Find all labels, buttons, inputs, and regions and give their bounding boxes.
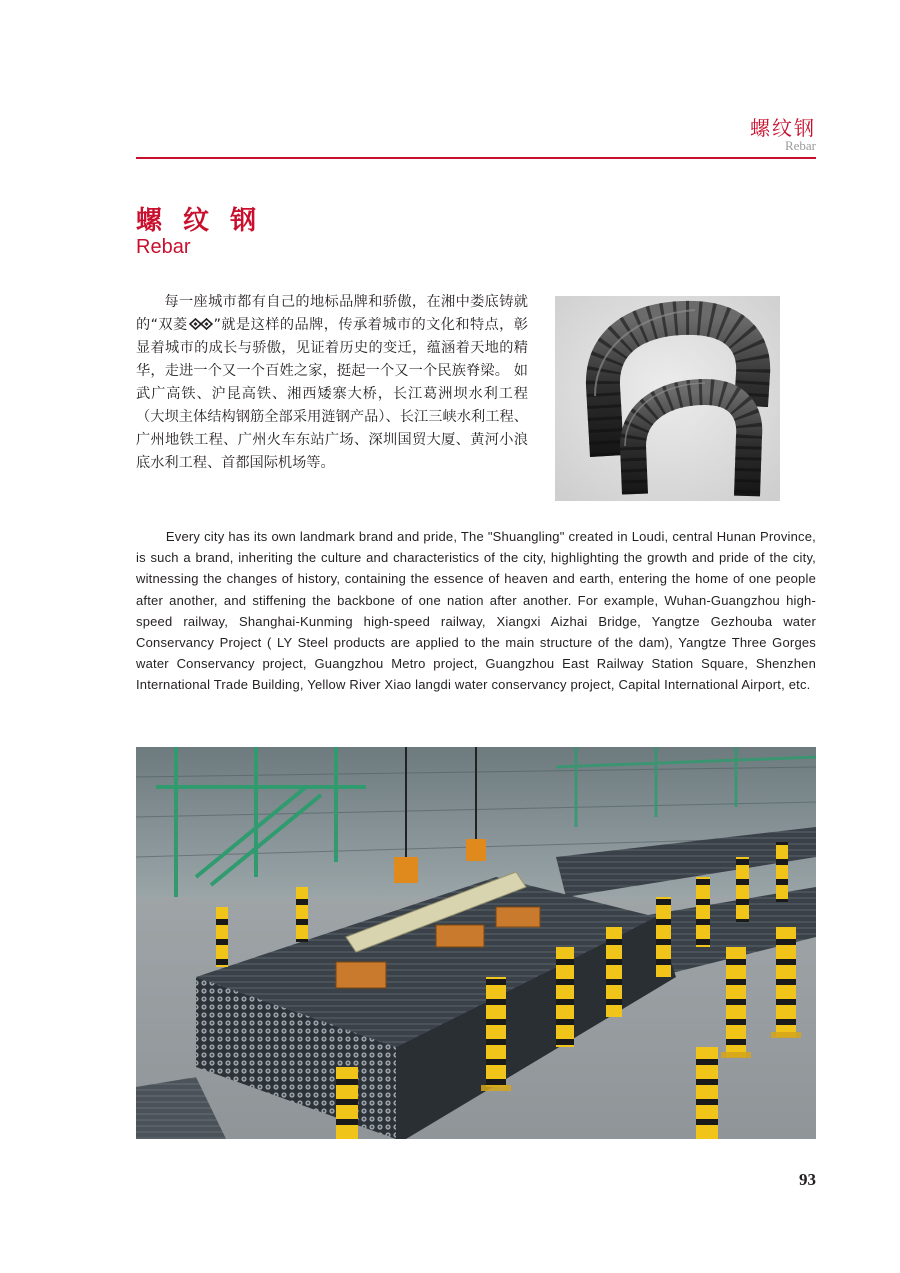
section-title: 螺 纹 钢 [136, 206, 263, 236]
rebar-warehouse-photo [136, 747, 816, 1139]
page-number: 93 [799, 1170, 816, 1189]
chinese-paragraph [136, 291, 528, 475]
section-subtitle: Rebar [136, 236, 191, 258]
chinese-text-part-1: 每一座城市都有自己的地标品牌和骄傲，在湘中娄底铸就的“双菱 [136, 294, 528, 333]
running-header-title: 螺纹钢 [750, 116, 816, 140]
rebar-coil-photo [555, 296, 780, 501]
header-divider [136, 157, 816, 159]
running-header-subtitle: Rebar [784, 138, 816, 153]
double-diamond-logo-icon [189, 318, 213, 330]
english-paragraph: Every city has its own landmark brand and pride, The "Shuangling" created in Loudi, central Hunan Province, is such a brand, inheriting the culture and characteristics of the city, highlighting the growth and pride of the city, witnessing the changes of history, containing the essence of heaven and earth, entering the home of one people after another, and stiffening the backbone of one nation after another. For example, Wuhan-Guangzhou high-speed railway, Shanghai-Kunming high-speed railway, Xiangxi Aizhai Bridge, Yangtze Gezhouba water Conservancy Project ( LY Steel products are applied to the main structure of the dam), Yangtze Three Gorges water Conservancy project, Guangzhou Metro project, Guangzhou East Railway Station Square, Shenzhen International Trade Building, Yellow River Xiao langdi water conservancy project, Capital International Airport, etc. [136, 529, 816, 693]
chinese-text-part-2: ”就是这样的品牌，传承着城市的文化和特点，彰显着城市的成长与骄傲，见证着历史的变迁，蕴涵着天地的精华，走进一个又一个百姓之家，挺起一个又一个民族脊梁。 如武广高铁、沪昆高铁、湘西矮寨大桥，长江葛洲坝水利工程（大坝主体结构钢筋全部采用涟钢产品）、长江三峡水利工程、广州地铁工程、广州火车东站广场、深圳国贸大厦、黄河小浪底水利工程、首都国际机场等。 [136, 317, 528, 471]
